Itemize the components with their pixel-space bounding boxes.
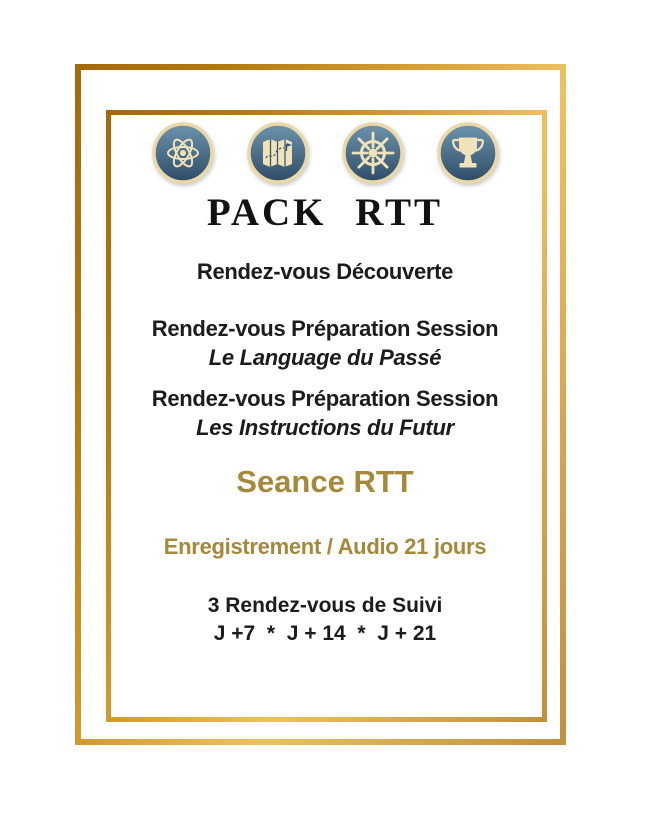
discovery-line: Rendez-vous Découverte (196, 259, 454, 284)
followup-schedule: J +7 * J + 14 * J + 21 (213, 622, 437, 645)
ship-wheel-icon (341, 121, 405, 185)
prep-session-1-label: Rendez-vous Préparation Session (151, 316, 499, 341)
atom-icon (151, 121, 215, 185)
rtt-session-line: Seance RTT (236, 464, 414, 499)
trophy-icon (436, 121, 500, 185)
icon-row (0, 121, 650, 185)
prep-session-2 (0, 384, 650, 442)
prep-session-2-label: Rendez-vous Préparation Session (151, 386, 499, 411)
followup-label: 3 Rendez-vous de Suivi (207, 594, 443, 617)
prep-session-1 (0, 314, 650, 372)
followup-block (0, 592, 650, 648)
map-icon (246, 121, 310, 185)
prep-session-1-sublabel: Le Language du Passé (208, 345, 442, 370)
page-title: PACK RTT (206, 191, 444, 234)
prep-session-2-sublabel: Les Instructions du Futur (196, 415, 454, 440)
audio-line: Enregistrement / Audio 21 jours (163, 534, 487, 559)
